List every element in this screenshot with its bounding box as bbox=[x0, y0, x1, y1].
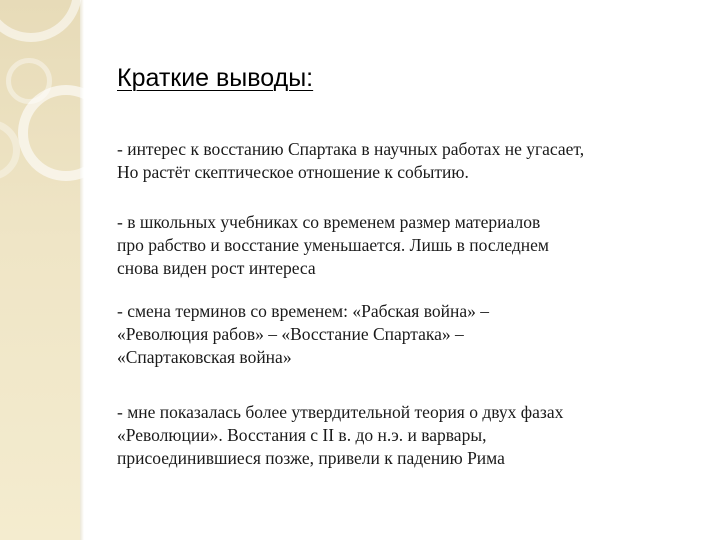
paragraph-line: присоединившиеся позже, привели к падению Рима bbox=[117, 448, 505, 468]
slide-title: Краткие выводы: bbox=[117, 64, 314, 92]
conclusion-paragraph-1 bbox=[117, 138, 707, 184]
paragraph-line: про рабство и восстание уменьшается. Лишь в последнем bbox=[117, 235, 549, 255]
paragraph-line: Но растёт скептическое отношение к событию. bbox=[117, 162, 469, 182]
conclusion-paragraph-2 bbox=[117, 211, 707, 280]
paragraph-line: - интерес к восстанию Спартака в научных работах не угасает, bbox=[117, 139, 585, 159]
paragraph-line: «Революции». Восстания с II в. до н.э. и варвары, bbox=[117, 425, 487, 445]
conclusion-paragraph-3 bbox=[117, 300, 707, 369]
paragraph-line: - мне показалась более утвердительной теория о двух фазах bbox=[117, 402, 564, 422]
paragraph-line: снова виден рост интереса bbox=[117, 258, 316, 278]
decorative-ring bbox=[6, 58, 52, 104]
paragraph-line: - в школьных учебниках со временем размер материалов bbox=[117, 212, 541, 232]
paragraph-line: - смена терминов со временем: «Рабская война» – bbox=[117, 301, 489, 321]
paragraph-line: «Спартаковская война» bbox=[117, 347, 292, 367]
conclusion-paragraph-4 bbox=[117, 401, 707, 470]
side-band-edge bbox=[80, 0, 84, 540]
paragraph-line: «Революция рабов» – «Восстание Спартака» – bbox=[117, 324, 464, 344]
